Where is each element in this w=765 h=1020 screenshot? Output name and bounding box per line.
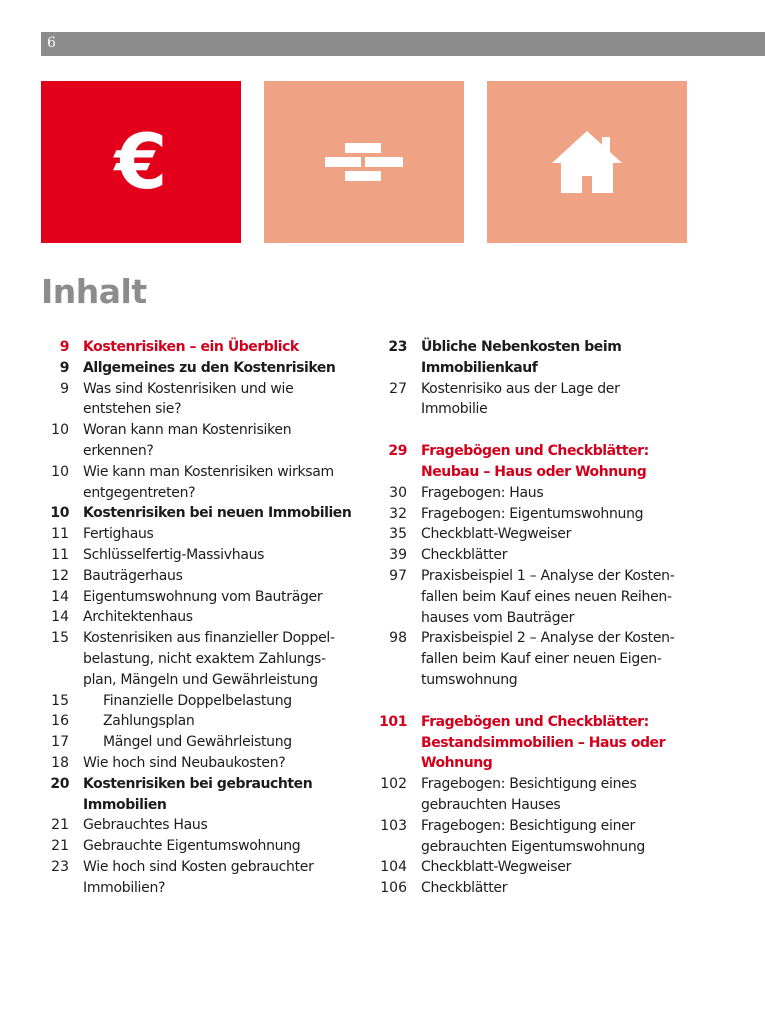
house-icon <box>552 131 622 193</box>
page-title: Inhalt <box>41 272 147 311</box>
toc-entry-title: Kostenrisiken aus finanzieller Doppel- belastung, nicht exaktem Zahlungs- plan, Mängeln und Gewährleistung <box>83 630 335 688</box>
toc-entry-title: Fragebogen: Haus <box>421 484 544 501</box>
toc-entry-title: Architektenhaus <box>83 609 193 626</box>
toc-entry <box>41 503 361 524</box>
toc-page-number: 10 <box>51 463 69 480</box>
toc-entry-title: Fragebögen und Checkblätter: Bestandsimmobilien – Haus oder Wohnung <box>421 713 666 772</box>
toc-entry-title: Gebrauchtes Haus <box>83 817 208 834</box>
toc-left-column <box>41 337 361 899</box>
toc-right-column <box>374 337 704 899</box>
toc-entry-title: Checkblatt-Wegweiser <box>421 859 572 876</box>
toc-entry-title: Woran kann man Kostenrisiken erkennen? <box>83 422 292 459</box>
toc-page-number: 101 <box>379 713 407 730</box>
toc-entry-title: Fragebögen und Checkblätter: Neubau – Haus oder Wohnung <box>421 443 649 480</box>
toc-entry-title: Checkblatt-Wegweiser <box>421 526 572 543</box>
toc-entry <box>41 628 361 690</box>
toc-entry <box>374 566 704 628</box>
toc-entry <box>374 857 704 878</box>
toc-entry <box>374 545 704 566</box>
toc-entry-title: Praxisbeispiel 2 – Analyse der Kosten- fallen beim Kauf einer neuen Eigen- tumswohnung <box>421 630 675 688</box>
toc-page-number: 10 <box>50 505 69 522</box>
toc-entry <box>41 545 361 566</box>
toc-entry-title: Kostenrisiken – ein Überblick <box>83 339 299 355</box>
toc-page-number: 106 <box>380 880 407 897</box>
toc-entry-title: Mängel und Gewährleistung <box>103 734 292 751</box>
toc-entry-title: Wie kann man Kostenrisiken wirksam entgegentreten? <box>83 463 334 501</box>
toc-page-number: 10 <box>51 422 69 439</box>
header-bar <box>41 32 765 56</box>
page-number: 6 <box>47 35 56 51</box>
toc-page-number: 9 <box>60 380 69 397</box>
toc-page-number: 102 <box>380 776 407 793</box>
toc-page-number: 14 <box>51 588 69 605</box>
toc-entry <box>41 379 361 421</box>
toc-entry <box>374 441 704 483</box>
toc-entry <box>374 483 704 504</box>
toc-entry <box>41 836 361 857</box>
toc-page-number: 35 <box>389 526 407 543</box>
toc-page-number: 21 <box>51 817 69 834</box>
toc-entry-title: Gebrauchte Eigentumswohnung <box>83 838 301 855</box>
toc-entry <box>374 712 704 774</box>
toc-entry-title: Allgemeines zu den Kostenrisiken <box>83 359 336 376</box>
toc-page-number: 9 <box>59 359 69 376</box>
bricks-tile <box>264 81 464 243</box>
toc-entry <box>41 566 361 587</box>
toc-entry-title: Was sind Kostenrisiken und wie entstehen sie? <box>83 380 294 418</box>
toc-entry-title: Fertighaus <box>83 526 154 543</box>
toc-entry-title: Kostenrisiken bei neuen Immobilien <box>83 505 352 522</box>
toc-page-number: 15 <box>51 692 69 709</box>
toc-page-number: 104 <box>380 859 407 876</box>
toc-page-number: 97 <box>389 567 407 584</box>
toc-entry-title: Kostenrisiken bei gebrauchten Immobilien <box>83 775 313 813</box>
toc-entry <box>374 816 704 858</box>
toc-entry <box>41 711 361 732</box>
euro-icon: € <box>114 117 168 206</box>
toc-entry-title: Checkblätter <box>421 880 508 897</box>
toc-page-number: 11 <box>51 526 69 543</box>
toc-entry-title: Checkblätter <box>421 547 508 564</box>
toc-page-number: 21 <box>51 838 69 855</box>
toc-page-number: 16 <box>51 713 69 730</box>
toc-entry-title: Fragebogen: Besichtigung eines gebrauchten Hauses <box>421 776 637 813</box>
toc-entry-title: Übliche Nebenkosten beim Immobilienkauf <box>421 339 622 376</box>
toc-entry-title: Bauträgerhaus <box>83 567 183 584</box>
toc-entry-title: Schlüsselfertig-Massivhaus <box>83 546 265 563</box>
toc-entry <box>41 337 361 358</box>
toc-page-number: 103 <box>380 817 407 834</box>
toc-entry <box>41 524 361 545</box>
toc-entry-title: Kostenrisiko aus der Lage der Immobilie <box>421 380 620 418</box>
toc-page-number: 17 <box>51 734 69 751</box>
toc-page-number: 15 <box>51 630 69 647</box>
toc-entry <box>374 878 704 899</box>
toc-entry-title: Fragebogen: Eigentumswohnung <box>421 505 644 522</box>
toc-entry-title: Zahlungsplan <box>103 713 195 730</box>
toc-entry <box>41 358 361 379</box>
toc-entry <box>41 753 361 774</box>
toc-entry <box>41 607 361 628</box>
toc-page-number: 20 <box>50 775 69 792</box>
bricks-icon <box>325 143 403 181</box>
toc-entry <box>41 420 361 462</box>
toc-entry <box>41 462 361 504</box>
toc-entry <box>41 732 361 753</box>
toc-entry-title: Praxisbeispiel 1 – Analyse der Kosten- fallen beim Kauf eines neuen Reihen- hauses vom Bauträger <box>421 567 675 626</box>
toc-entry-title: Eigentumswohnung vom Bauträger <box>83 588 323 605</box>
toc-page-number: 29 <box>388 443 407 460</box>
toc-entry <box>374 337 704 379</box>
toc-entry-title: Wie hoch sind Kosten gebrauchter Immobilien? <box>83 858 314 896</box>
euro-tile <box>41 81 241 243</box>
toc-page-number: 23 <box>51 858 69 875</box>
toc-entry <box>41 774 361 816</box>
toc-entry <box>374 379 704 421</box>
house-tile <box>487 81 687 243</box>
toc-page-number: 14 <box>51 609 69 626</box>
toc-entry <box>374 504 704 525</box>
toc-entry <box>374 524 704 545</box>
toc-entry <box>41 691 361 712</box>
toc-entry <box>41 815 361 836</box>
toc-page-number: 9 <box>59 339 69 355</box>
toc-entry <box>374 628 704 690</box>
toc-page-number: 30 <box>389 484 407 501</box>
toc-entry <box>374 774 704 816</box>
toc-page-number: 32 <box>389 505 407 522</box>
toc-page-number: 27 <box>389 380 407 397</box>
toc-page-number: 11 <box>51 546 69 563</box>
toc-entry-title: Finanzielle Doppelbelastung <box>103 692 292 709</box>
toc-entry-title: Fragebogen: Besichtigung einer gebrauchten Eigentumswohnung <box>421 817 645 855</box>
toc-page-number: 39 <box>389 547 407 564</box>
toc-page-number: 18 <box>51 754 69 771</box>
toc-page-number: 12 <box>51 567 69 584</box>
toc-entry <box>41 857 361 899</box>
toc-page-number: 23 <box>388 339 407 355</box>
toc-entry <box>41 587 361 608</box>
toc-entry-title: Wie hoch sind Neubaukosten? <box>83 754 286 771</box>
toc-page-number: 98 <box>389 630 407 647</box>
